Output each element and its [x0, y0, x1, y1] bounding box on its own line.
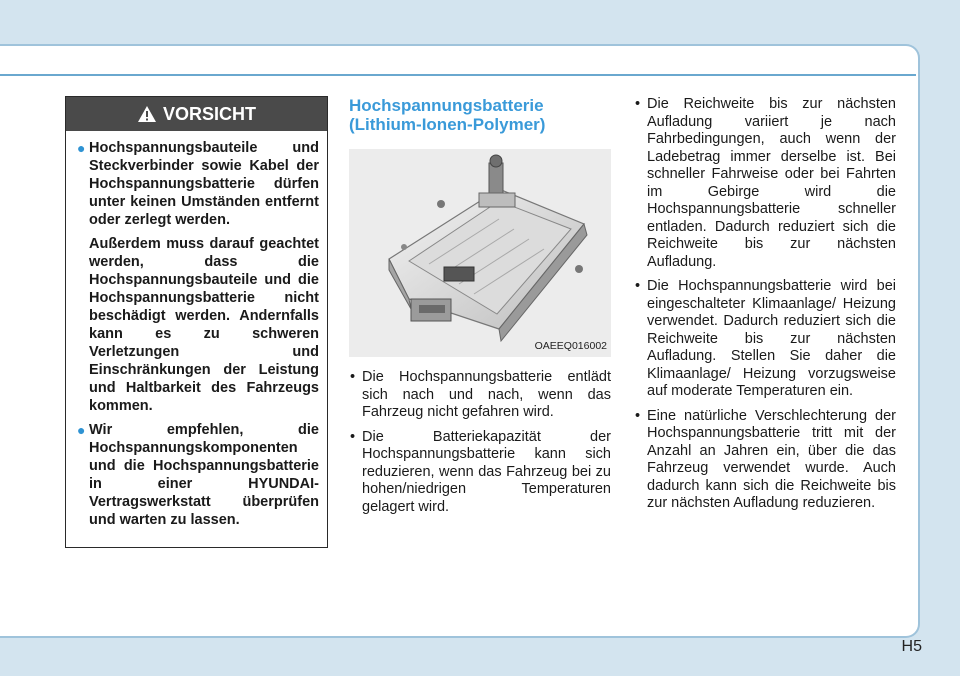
battery-figure: [349, 149, 611, 357]
bullet-dot-icon: ●: [77, 140, 86, 156]
right-column: [634, 96, 896, 520]
bullet-icon: •: [635, 407, 641, 424]
caution-title: VORSICHT: [162, 103, 256, 124]
list-item: [634, 278, 896, 401]
caution-item: [77, 421, 319, 529]
battery-pack-illustration-icon: [349, 149, 611, 357]
bullet-dot-icon: ●: [77, 422, 86, 438]
list-item-text: Die Hochspannungsbatterie entlädt sich nach und nach, wenn das Fahrzeug nicht gefahren wird.: [362, 369, 611, 420]
section-title: [349, 96, 611, 134]
middle-bullets: [349, 369, 611, 516]
list-item: [349, 429, 611, 517]
list-item: [634, 408, 896, 513]
list-item-text: Eine natürliche Verschlechterung der Hochspannungsbatterie tritt mit der Anzahl an Jahren ein, über die das Fahrzeug verwendet wurde. Auch dadurch kann sich die Reichweite bis zur nächsten Aufladung reduzieren.: [647, 407, 896, 511]
caution-item: [77, 139, 319, 229]
list-item: [349, 369, 611, 422]
figure-code: OAEEQ016002: [534, 340, 607, 352]
caution-box: [65, 96, 328, 548]
caution-item-text: Wir empfehlen, die Hochspannungskomponenten und die Hochspannungsbatterie in einer HYUNDAI-Vertragswerkstatt überprüfen und warten zu lassen.: [89, 422, 319, 528]
list-item-text: Die Batteriekapazität der Hochspannungsbatterie kann sich reduzieren, wenn das Fahrzeug bei zu hohen/niedrigen Temperaturen gelagert wird.: [362, 428, 611, 515]
list-item-text: Die Hochspannungsbatterie wird bei eingeschalteter Klimaanlage/ Heizung verwendet. Dadurch reduziert sich die Reichweite bis zur nächsten Aufladung. Stellen Sie daher die Klimaanlage/ Heizung vorzugsweise auf moderate Temperaturen ein.: [647, 278, 896, 399]
caution-paragraph: Außerdem muss darauf geachtet werden, dass die Hochspannungsbauteile und die Hochspannungsbatterie nicht beschädigt werden. Andernfalls kann es zu schweren Verletzungen und Einschränkungen der Leistung und Haltbarkeit des Fahrzeugs kommen.: [89, 236, 319, 414]
bullet-icon: •: [350, 428, 356, 445]
bullet-icon: •: [635, 96, 641, 112]
middle-column: [349, 96, 611, 523]
header-rule: [0, 74, 916, 76]
bullet-icon: •: [350, 369, 356, 385]
caution-item-text: Hochspannungsbauteile und Steckverbinder sowie Kabel der Hochspannungsbatterie dürfen unter keinen Umständen entfernt oder zerlegt werden.: [89, 140, 319, 228]
caution-header: [66, 97, 327, 131]
list-item-text: Die Reichweite bis zur nächsten Aufladung variiert je nach Fahrbedingungen, auch wenn der Ladebetrag immer derselbe ist. Bei schneller Fahrweise oder bei Fahrten im Gebirge wird die Hochspannungsbatterie schneller entladen. Dadurch reduziert sich die Reichweite bis zur nächsten Aufladung.: [647, 96, 896, 270]
section-title-line2: (Lithium-Ionen-Polymer): [349, 115, 546, 134]
bullet-icon: •: [635, 278, 641, 294]
caution-body: [66, 131, 327, 529]
list-item: [634, 96, 896, 271]
page-number: H5: [901, 638, 922, 655]
section-title-line1: Hochspannungsbatterie: [349, 96, 544, 115]
warning-triangle-icon: [137, 105, 157, 123]
